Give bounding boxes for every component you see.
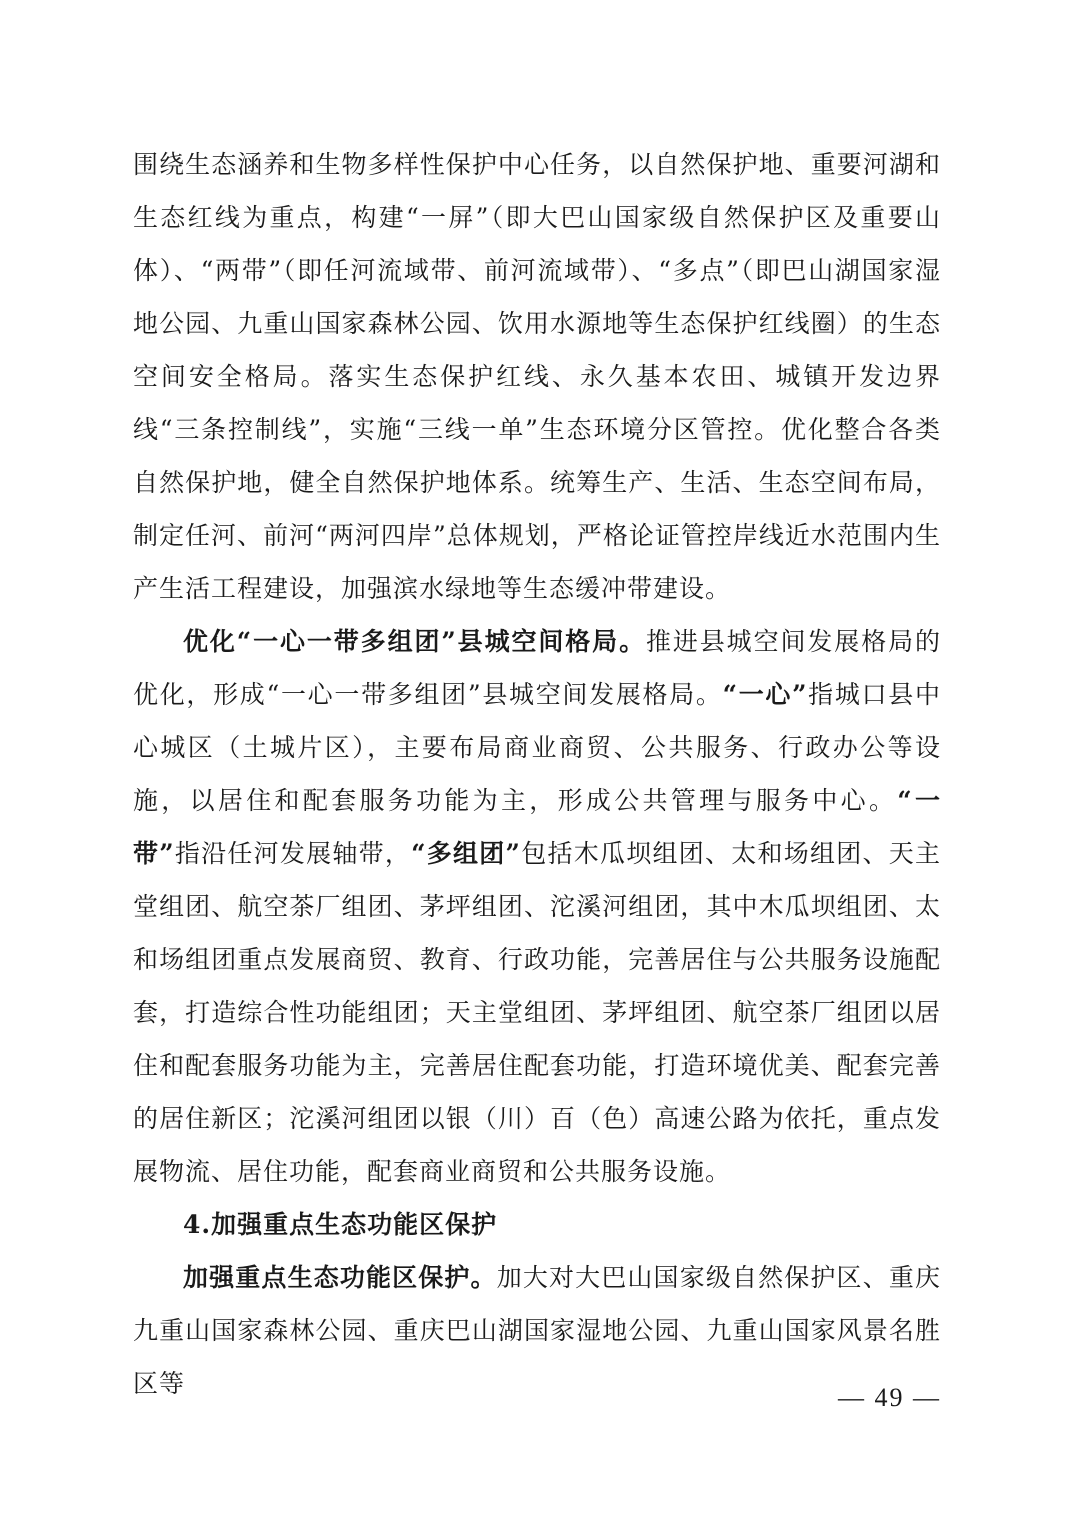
paragraph-text: 推进县城空间发展格局的优化，形成“一心一带多组团”县城空间发展格局。 (133, 627, 941, 709)
paragraph-key-ecological-protection (133, 1251, 941, 1410)
term-one-core: “一心” (722, 680, 808, 709)
page-number: — 49 — (838, 1383, 941, 1412)
paragraph-text: 加大对大巴山国家级自然保护区、重庆九重山国家森林公园、重庆巴山湖国家湿地公园、九重山国家风景名胜区等 (133, 1263, 941, 1398)
section-heading-text: 4.加强重点生态功能区保护 (183, 1210, 498, 1239)
paragraph-text: 包括木瓜坝组团、太和场组团、天主堂组团、航空茶厂组团、茅坪组团、沱溪河组团，其中木瓜坝组团、太和场组团重点发展商贸、教育、行政功能，完善居住与公共服务设施配套，打造综合性功能组团；天主堂组团、茅坪组团、航空茶厂组团以居住和配套服务功能为主，完善居住配套功能，打造环境优美、配套完善的居住新区；沱溪河组团以银（川）百（色）高速公路为依托，重点发展物流、居住功能，配套商业商贸和公共服务设施。 (133, 839, 941, 1186)
paragraph-ecological-pattern (133, 138, 941, 615)
section-heading (133, 1198, 941, 1251)
paragraph-lead-heading: 加强重点生态功能区保护。 (183, 1263, 497, 1292)
term-one-belt: “一带” (133, 786, 941, 868)
paragraph-text: 指沿任河发展轴带， (174, 839, 412, 868)
paragraph-text: 指城口县中心城区（土城片区），主要布局商业商贸、公共服务、行政办公等设施，以居住和配套服务功能为主，形成公共管理与服务中心。 (133, 680, 941, 815)
body-text (133, 138, 941, 1410)
paragraph-text: 围绕生态涵养和生物多样性保护中心任务，以自然保护地、重要河湖和生态红线为重点，构建“一屏”（即大巴山国家级自然保护区及重要山体）、“两带”（即任河流域带、前河流域带）、“多点”（即巴山湖国家湿地公园、九重山国家森林公园、饮用水源地等生态保护红线圈）的生态空间安全格局。落实生态保护红线、永久基本农田、城镇开发边界线“三条控制线”，实施“三线一单”生态环境分区管控。优化整合各类自然保护地，健全自然保护地体系。统筹生产、生活、生态空间布局，制定任河、前河“两河四岸”总体规划，严格论证管控岸线近水范围内生产生活工程建设，加强滨水绿地等生态缓冲带建设。 (133, 150, 941, 603)
term-multi-cluster: “多组团” (411, 839, 521, 868)
paragraph-county-spatial-pattern (133, 615, 941, 1198)
paragraph-lead-heading: 优化“一心一带多组团”县城空间格局。 (183, 627, 646, 656)
